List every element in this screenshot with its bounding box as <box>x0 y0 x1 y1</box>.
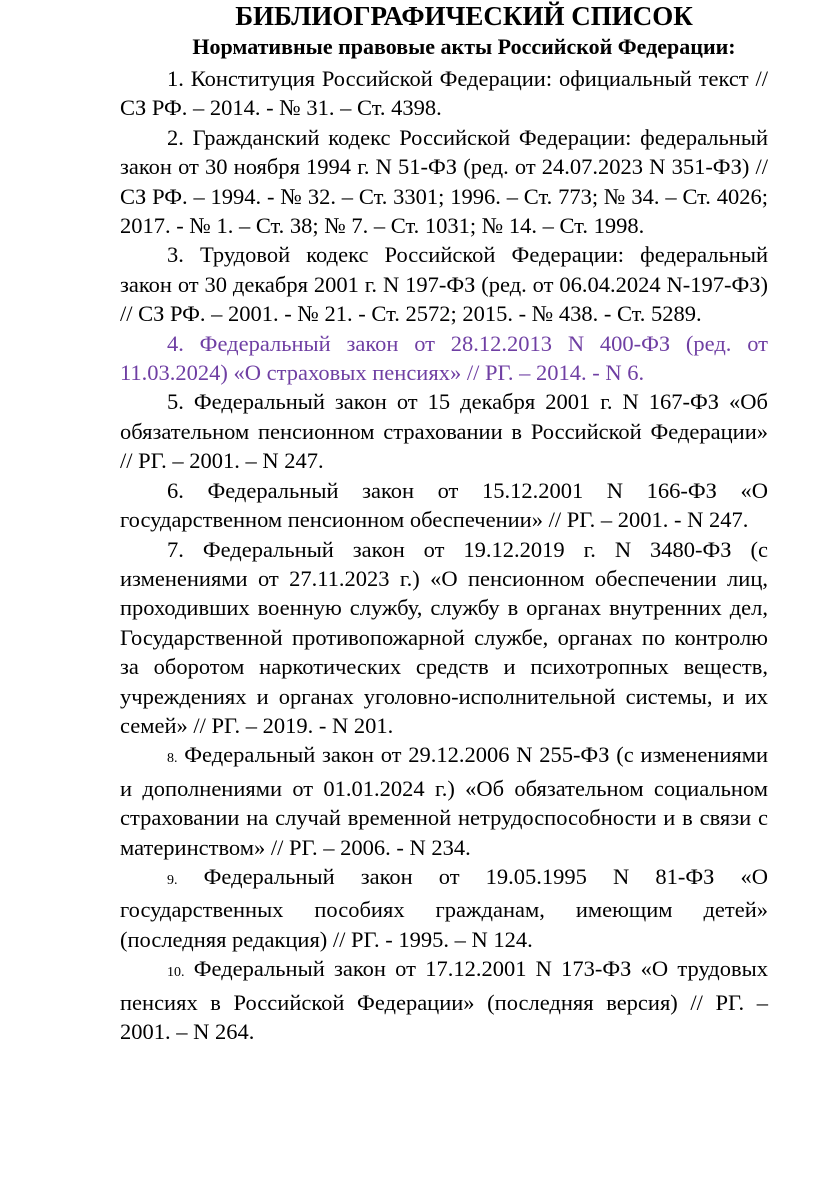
entry-text: Федеральный закон от 17.12.2001 N 173-ФЗ «О трудовых пенсиях в Российской Федерации» (последняя версия) // РГ. – 2001. – N 264. <box>120 956 768 1044</box>
entry-number: 2. <box>167 124 184 150</box>
entry-text: Федеральный закон от 28.12.2013 N 400-ФЗ (ред. от 11.03.2024) «О страховых пенсиях» // РГ. – 2014. - N 6. <box>120 330 768 386</box>
bibliography-entry <box>120 476 768 535</box>
entry-number: 1. <box>167 66 184 91</box>
bibliography-entry <box>120 535 768 741</box>
entry-text: Федеральный закон от 19.12.2019 г. N 3480-ФЗ (с изменениями от 27.11.2023 г.) «О пенсионном обеспечении лиц, проходивших военную службу, службу в органах внутренних дел, Государственной противопожарной службе, органах по контролю за оборотом наркотических средств и психотропных веществ, учреждениях и органах уголовно-исполнительной системы, и их семей» // РГ. – 2019. - N 201. <box>120 536 769 738</box>
entry-number: 3. <box>167 242 184 268</box>
bibliography-entry <box>120 64 768 123</box>
bibliography-list <box>120 64 768 1046</box>
entry-text: Федеральный закон от 15 декабря 2001 г. N 167-ФЗ «Об обязательном пенсионном страховании в Российской Федерации» // РГ. – 2001. – N 247. <box>120 389 768 474</box>
bibliography-entry <box>120 954 768 1046</box>
entry-number: 7. <box>167 536 184 562</box>
entry-text: Конституция Российской Федерации: официальный текст // СЗ РФ. – 2014. - № 31. – Ст. 4398. <box>120 66 768 121</box>
entry-text: Федеральный закон от 15.12.2001 N 166-ФЗ «О государственном пенсионном обеспечении» // РГ. – 2001. - N 247. <box>120 477 769 533</box>
entry-text: Федеральный закон от 19.05.1995 N 81-ФЗ «О государственных пособиях гражданам, имеющим детей» (последняя редакция) // РГ. - 1995. – N 124. <box>120 863 769 952</box>
entry-text: Трудовой кодекс Российской Федерации: федеральный закон от 30 декабря 2001 г. N 197-ФЗ (ред. от 06.04.2024 N-197-ФЗ) // СЗ РФ. – 2001. - № 21. - Ст. 2572; 2015. - № 438. - Ст. 5289. <box>120 242 768 327</box>
entry-text: Гражданский кодекс Российской Федерации: федеральный закон от 30 ноября 1994 г. N 51-ФЗ (ред. от 24.07.2023 N 351-ФЗ) // СЗ РФ. – 1994. - № 32. – Ст. 3301; 1996. – Ст. 773; № 34. – Ст. 4026; 2017. - № 1. – Ст. 38; № 7. – Ст. 1031; № 14. – Ст. 1998. <box>120 124 768 239</box>
entry-text: Федеральный закон от 29.12.2006 N 255-ФЗ (с изменениями и дополнениями от 01.01.2024 г.) «Об обязательном социальном страховании на случай временной нетрудоспособности и в связи с материнством» // РГ. – 2006. - N 234. <box>120 742 769 860</box>
entry-number: 6. <box>167 477 184 503</box>
bibliography-entry <box>120 740 768 862</box>
document-title: БИБЛИОГРАФИЧЕСКИЙ СПИСОК <box>235 1 693 31</box>
entry-number: 9. <box>167 872 178 888</box>
bibliography-entry <box>120 862 768 954</box>
bibliography-entry <box>120 240 768 328</box>
entry-number: 4. <box>167 330 184 356</box>
section-subtitle: Нормативные правовые акты Российской Федерации: <box>192 34 736 59</box>
entry-number: 10. <box>167 965 185 981</box>
bibliography-entry <box>120 387 768 475</box>
document-page <box>120 0 768 1046</box>
entry-number: 5. <box>167 389 184 415</box>
bibliography-entry-highlighted <box>120 329 768 388</box>
bibliography-entry <box>120 123 768 241</box>
entry-number: 8. <box>167 751 178 767</box>
